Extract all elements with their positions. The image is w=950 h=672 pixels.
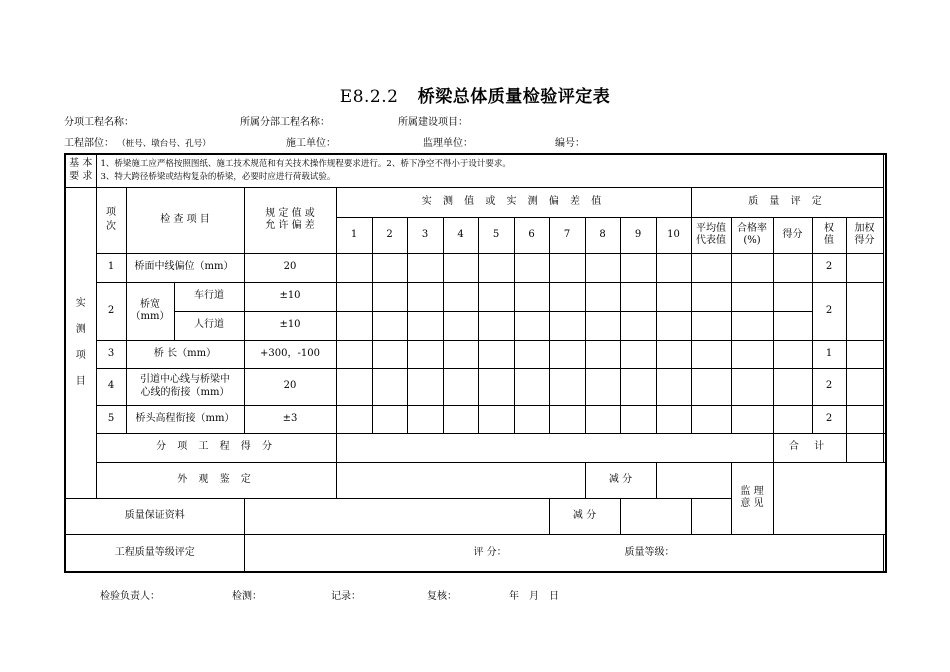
score-cell[interactable]: [773, 253, 812, 282]
rate-cell[interactable]: [731, 253, 773, 282]
measure-cell[interactable]: [514, 340, 549, 368]
docs-label: 质量保证资料: [65, 498, 244, 534]
table-row: [65, 340, 886, 368]
inspector-label: 检验负责人：: [100, 591, 160, 602]
appearance-row: [65, 462, 886, 498]
measure-cell[interactable]: [443, 368, 478, 405]
tester-label: 检测：: [232, 591, 262, 602]
score-cell[interactable]: [773, 368, 812, 405]
measured-values-header: 实 测 值 或 实 测 偏 差 值: [336, 187, 691, 217]
appearance-label: 外 观 鉴 定: [96, 462, 336, 498]
row-no: 4: [96, 368, 126, 405]
score-header: 得分: [773, 217, 812, 253]
table-row: [65, 368, 886, 405]
wscore-cell[interactable]: [846, 340, 883, 368]
grade-eval-cell[interactable]: [244, 534, 883, 572]
row-item: 桥头高程衔接（mm）: [126, 405, 244, 433]
wscore-cell[interactable]: [846, 282, 883, 340]
quality-eval-header: 质 量 评 定: [691, 187, 883, 217]
row-no: 1: [96, 253, 126, 282]
sub-project-label: 分项工程名称：: [64, 117, 134, 128]
weighted-score-header: 加权 得分: [846, 217, 883, 253]
measure-cell[interactable]: [336, 368, 372, 405]
measure-cell[interactable]: [585, 253, 620, 282]
pass-rate-header: 合格率 (%): [731, 217, 773, 253]
measure-cell[interactable]: [514, 368, 549, 405]
measure-cell[interactable]: [549, 405, 585, 433]
measure-cell[interactable]: [478, 311, 514, 340]
score-cell[interactable]: [773, 311, 812, 340]
location-label: 工程部位：: [64, 138, 114, 149]
row-spec: 20: [244, 253, 336, 282]
avg-cell[interactable]: [691, 368, 731, 405]
row-weight: 2: [812, 253, 846, 282]
docs-deduct-cell[interactable]: [620, 498, 691, 534]
page-title: [0, 82, 950, 107]
row-spec: +300，-100: [244, 340, 336, 368]
measure-cell[interactable]: [372, 253, 407, 282]
measure-cell[interactable]: [336, 405, 372, 433]
measure-cell[interactable]: [443, 253, 478, 282]
measure-cell[interactable]: [336, 253, 372, 282]
table-row: [65, 253, 886, 282]
measure-cell[interactable]: [585, 368, 620, 405]
measure-cell[interactable]: [620, 368, 656, 405]
measure-cell[interactable]: [407, 340, 443, 368]
row-spec: ±10: [244, 282, 336, 311]
measure-cell[interactable]: [443, 405, 478, 433]
col-header-6: 6: [514, 217, 549, 253]
table-row: [65, 405, 886, 433]
measure-cell[interactable]: [372, 405, 407, 433]
weight-header: 权 值: [812, 217, 846, 253]
measure-cell[interactable]: [549, 253, 585, 282]
measure-cell[interactable]: [407, 282, 443, 311]
row-weight: 2: [812, 282, 846, 340]
rating-label: 评 分：: [473, 546, 507, 558]
measure-cell[interactable]: [372, 340, 407, 368]
header-row-1: [65, 187, 886, 217]
measure-cell[interactable]: [656, 253, 691, 282]
parent-project-label: 所属分部工程名称：: [240, 117, 330, 128]
total-label: 合 计: [773, 433, 846, 462]
supervisor-opinion-label: 监 理 意 见: [731, 462, 773, 534]
rate-cell[interactable]: [731, 311, 773, 340]
measure-cell[interactable]: [514, 405, 549, 433]
row-item: 引道中心线与桥梁中 心线的衔接（mm）: [126, 368, 244, 405]
measure-cell[interactable]: [656, 368, 691, 405]
measure-cell[interactable]: [620, 253, 656, 282]
wscore-cell[interactable]: [846, 405, 883, 433]
subtotal-cell[interactable]: [336, 433, 773, 462]
col-header-7: 7: [549, 217, 585, 253]
measure-cell[interactable]: [443, 340, 478, 368]
measure-cell[interactable]: [656, 340, 691, 368]
col-header-8: 8: [585, 217, 620, 253]
appearance-cell[interactable]: [336, 462, 585, 498]
avg-cell[interactable]: [691, 340, 731, 368]
measure-cell[interactable]: [514, 253, 549, 282]
avg-cell[interactable]: [691, 253, 731, 282]
score-cell[interactable]: [773, 340, 812, 368]
measure-cell[interactable]: [478, 340, 514, 368]
col-header-10: 10: [656, 217, 691, 253]
wscore-cell[interactable]: [846, 368, 883, 405]
measure-cell[interactable]: [478, 282, 514, 311]
table-row: [65, 311, 886, 340]
measure-cell[interactable]: [656, 311, 691, 340]
location-hint: （桩号、墩台号、孔号）: [117, 139, 211, 149]
measure-cell[interactable]: [620, 405, 656, 433]
form-code: E8.2.2: [339, 87, 399, 107]
reviewer-label: 复核：: [427, 591, 457, 602]
avg-header: 平均值 代表值: [691, 217, 731, 253]
col-header-3: 3: [407, 217, 443, 253]
appearance-deduct-cell[interactable]: [656, 462, 731, 498]
number-label: 编号：: [555, 138, 585, 149]
grade-eval-label: 工程质量等级评定: [65, 534, 244, 572]
measure-cell[interactable]: [585, 340, 620, 368]
row-weight: 2: [812, 405, 846, 433]
measure-cell[interactable]: [620, 340, 656, 368]
measure-cell[interactable]: [478, 405, 514, 433]
construction-project-label: 所属建设项目：: [398, 117, 468, 128]
subtotal-label: 分 项 工 程 得 分: [96, 433, 336, 462]
basic-requirements-label: 基 本 要 求: [65, 154, 96, 187]
quality-grade-label: 质量等级：: [624, 546, 675, 558]
supervisor-label: 监理单位：: [423, 138, 473, 149]
measure-cell[interactable]: [585, 405, 620, 433]
measure-cell[interactable]: [620, 311, 656, 340]
row-item-group: 桥宽 （mm）: [126, 282, 174, 340]
basic-requirements-text: 1、桥梁施工应严格按照图纸、施工技术规范和有关技术操作规程要求进行。2、桥下净空不得小于设计要求。 3、特大跨径桥梁或结构复杂的桥梁，必要时应进行荷载试验。: [96, 154, 883, 187]
measure-cell[interactable]: [549, 340, 585, 368]
wscore-cell[interactable]: [846, 253, 883, 282]
avg-cell[interactable]: [691, 311, 731, 340]
row-spec: 20: [244, 368, 336, 405]
score-cell[interactable]: [773, 282, 812, 311]
measure-cell[interactable]: [549, 368, 585, 405]
inspection-table: [64, 153, 887, 573]
measure-cell[interactable]: [656, 405, 691, 433]
row-no: 2: [96, 282, 126, 340]
measure-cell[interactable]: [407, 311, 443, 340]
grade-row: [65, 534, 886, 572]
docs-cell[interactable]: [244, 498, 549, 534]
col-header-5: 5: [478, 217, 514, 253]
appearance-deduct-label: 减 分: [585, 462, 656, 498]
row-sub-item: 人行道: [174, 311, 244, 340]
row-sub-item: 车行道: [174, 282, 244, 311]
total-score-cell[interactable]: [883, 433, 884, 462]
rate-cell[interactable]: [731, 282, 773, 311]
measure-cell[interactable]: [514, 282, 549, 311]
rate-cell[interactable]: [731, 405, 773, 433]
check-item-header: 检 查 项 目: [126, 187, 244, 253]
measured-items-side-label: 实 测 项 目: [65, 187, 96, 498]
measure-cell[interactable]: [478, 368, 514, 405]
row-no: 3: [96, 340, 126, 368]
item-no-header: 项次: [96, 187, 126, 253]
row-weight: 1: [812, 340, 846, 368]
measure-cell[interactable]: [407, 405, 443, 433]
date-label: 年 月 日: [509, 591, 559, 602]
measure-cell[interactable]: [585, 282, 620, 311]
measure-cell[interactable]: [407, 253, 443, 282]
measure-cell[interactable]: [372, 368, 407, 405]
form-title: 桥梁总体质量检验评定表: [417, 87, 611, 107]
measure-cell[interactable]: [585, 311, 620, 340]
col-header-2: 2: [372, 217, 407, 253]
row-item: 桥 长（mm）: [126, 340, 244, 368]
score-cell[interactable]: [773, 405, 812, 433]
measure-cell[interactable]: [336, 282, 372, 311]
row-spec: ±3: [244, 405, 336, 433]
measure-cell[interactable]: [372, 311, 407, 340]
col-header-9: 9: [620, 217, 656, 253]
measure-cell[interactable]: [478, 253, 514, 282]
rate-cell[interactable]: [731, 340, 773, 368]
row-item: 桥面中线偏位（mm）: [126, 253, 244, 282]
spec-header: 规 定 值 或 允 许 偏 差: [244, 187, 336, 253]
col-header-4: 4: [443, 217, 478, 253]
measure-cell[interactable]: [443, 282, 478, 311]
location-field: [64, 134, 211, 149]
subtotal-row: [65, 433, 886, 462]
measure-cell[interactable]: [336, 340, 372, 368]
measure-cell[interactable]: [443, 311, 478, 340]
measure-cell[interactable]: [372, 282, 407, 311]
basic-requirements-row: [65, 154, 886, 187]
col-header-1: 1: [336, 217, 372, 253]
measure-cell[interactable]: [336, 311, 372, 340]
row-no: 5: [96, 405, 126, 433]
measure-cell[interactable]: [549, 282, 585, 311]
table-row: [65, 282, 886, 311]
measure-cell[interactable]: [620, 282, 656, 311]
measure-cell[interactable]: [549, 311, 585, 340]
total-weight-cell[interactable]: [846, 433, 883, 462]
row-weight: 2: [812, 368, 846, 405]
measure-cell[interactable]: [514, 311, 549, 340]
docs-deduct-label: 减 分: [549, 498, 620, 534]
contractor-label: 施工单位：: [286, 138, 336, 149]
measure-cell[interactable]: [656, 282, 691, 311]
recorder-label: 记录：: [331, 591, 361, 602]
supervisor-opinion-cell[interactable]: [773, 462, 886, 534]
measure-cell[interactable]: [407, 368, 443, 405]
row-spec: ±10: [244, 311, 336, 340]
rate-cell[interactable]: [731, 368, 773, 405]
avg-cell[interactable]: [691, 282, 731, 311]
avg-cell[interactable]: [691, 405, 731, 433]
